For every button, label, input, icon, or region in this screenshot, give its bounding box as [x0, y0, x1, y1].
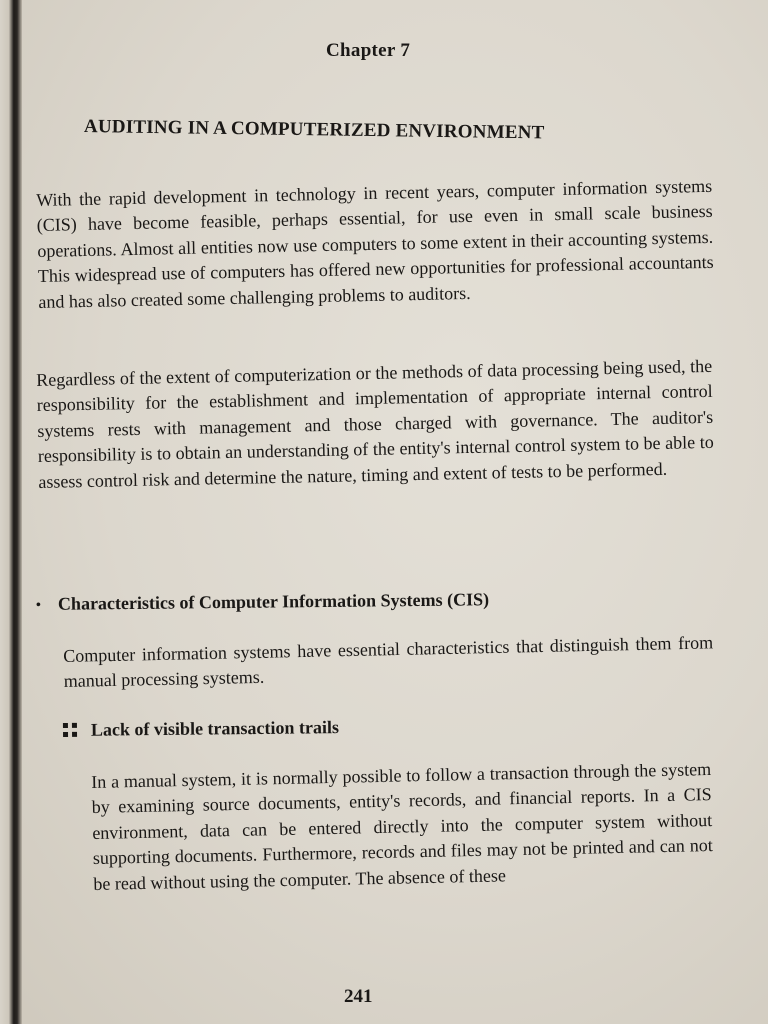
page-content — [36, 0, 736, 1024]
subsection-heading-text: Lack of visible transaction trails — [90, 717, 340, 740]
responsibility-paragraph: Regardless of the extent of computerization or the methods of data processing being used, the responsibility for the establishment and implementation of appropriate internal control systems rests with management and those charged with governance. The auditor's responsibility is to obtain an understanding of the entity's internal control system to be able to assess control risk and determine the nature, timing and extent of tests to be performed. — [36, 355, 714, 492]
subsection-paragraph: In a manual system, it is normally possible to follow a transaction through the system by examining source documents, entity's records, and financial reports. In a CIS environment, data can be entered directly into the computer system without supporting documents. Furthermore, records and files may not be printed and can not be read without using the computer. The absence of these — [91, 759, 713, 894]
chapter-label: Chapter 7 — [326, 40, 411, 61]
bullet-dot-icon: • — [35, 597, 41, 613]
section-heading — [36, 588, 656, 615]
square-bullet-icon — [63, 723, 77, 737]
subsection-heading — [63, 714, 663, 741]
page-number: 241 — [344, 986, 373, 1007]
section-heading-text: Characteristics of Computer Information Systems (CIS) — [57, 589, 490, 614]
book-spine-shadow — [0, 0, 22, 1024]
intro-paragraph: With the rapid development in technology in recent years, computer information systems (CIS) have become feasible, perhaps essential, for use even in small scale business operations. Almost all entities now use computers to some extent in their accounting systems. This widespread use of computers has offered new opportunities for professional accountants and has also created some challenging problems to auditors. — [36, 175, 714, 312]
section-intro-paragraph: Computer information systems have essential characteristics that distinguish them from manual processing systems. — [63, 632, 714, 692]
chapter-title: AUDITING IN A COMPUTERIZED ENVIRONMENT — [83, 116, 545, 144]
